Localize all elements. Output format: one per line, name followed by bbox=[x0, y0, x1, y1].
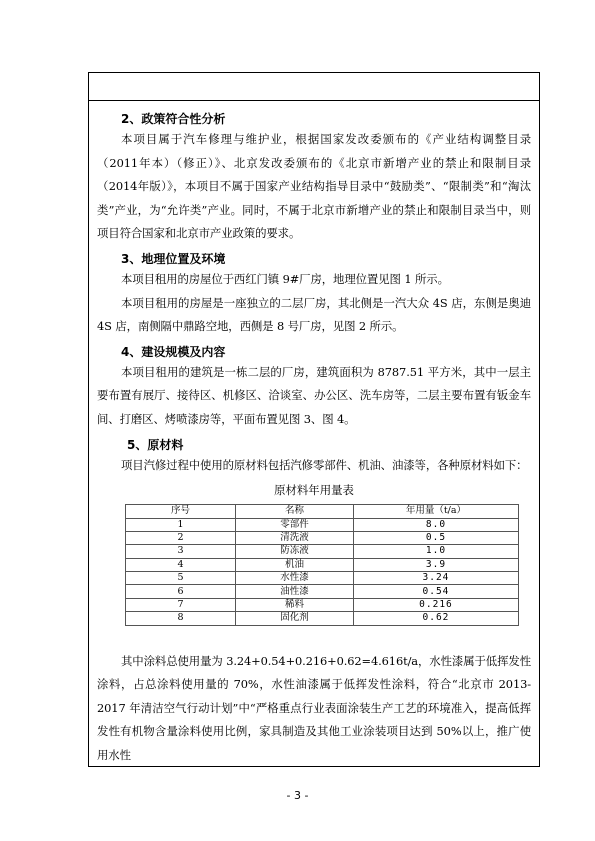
cell-index: 1 bbox=[126, 518, 236, 531]
section-heading-policy: 2、政策符合性分析 bbox=[121, 112, 226, 126]
section-heading-scale: 4、建设规模及内容 bbox=[121, 344, 226, 359]
scale-paragraph: 本项目租用的建筑是一栋二层的厂房，建筑面积为 8787.51 平方米，其中一层主要布置有展厅、接待区、机修区、洽谈室、办公区、洗车房等，二层主要布置有钣金车间、打磨区、烤喷漆房等，平面布置见图 3、图 4。 bbox=[97, 364, 531, 426]
cell-index: 8 bbox=[126, 612, 236, 625]
cell-index: 2 bbox=[126, 531, 236, 544]
cell-name: 油性漆 bbox=[236, 585, 354, 598]
cell-amount: 3.9 bbox=[353, 558, 518, 571]
cell-index: 5 bbox=[126, 572, 236, 585]
cell-amount: 0.54 bbox=[353, 585, 518, 598]
document-content bbox=[89, 100, 539, 767]
cell-amount: 0.62 bbox=[353, 612, 518, 625]
cell-name: 机油 bbox=[236, 558, 354, 571]
materials-table bbox=[125, 504, 519, 626]
cell-name: 水性漆 bbox=[236, 572, 354, 585]
frame-header-row bbox=[89, 73, 539, 101]
coating-paragraph: 其中涂料总使用量为 3.24+0.54+0.216+0.62=4.616t/a，水性漆属于低挥发性涂料，占总涂料使用量的 70%，水性油漆属于低挥发性涂料，符合“北京市 2013-2017 年清洁空气行动计划”中“严格重点行业表面涂装生产工艺的环境准入，提高低挥发性有机物含量涂料使用比例，家具制造及其他工业涂装项目达到 50%以上，推广使用水性 bbox=[97, 653, 531, 763]
page-number: - 3 - bbox=[286, 789, 309, 802]
cell-name: 清洗液 bbox=[236, 531, 354, 544]
table-row bbox=[126, 531, 519, 544]
policy-paragraph: 本项目属于汽车修理与维护业，根据国家发改委颁布的《产业结构调整目录（2011年本）（修正）》、北京发改委颁布的《北京市新增产业的禁止和限制目录（2014年版）》，本项目不属于国家产业结构指导目录中“鼓励类”、“限制类”和“淘汰类”产业，为“允许类”产业。同时，不属于北京市新增产业的禁止和限制目录当中，则项目符合国家和北京市产业政策的要求。 bbox=[97, 132, 531, 241]
section-heading-materials: 5、原材料 bbox=[127, 437, 184, 452]
cell-amount: 0.216 bbox=[353, 598, 518, 611]
column-header-amount: 年用量（t/a） bbox=[353, 505, 518, 518]
location-paragraph-2: 本项目租用的房屋是一座独立的二层厂房，其北侧是一汽大众 4S 店，东侧是奥迪 4S 店，南侧隔中鼎路空地，西侧是 8 号厂房，见图 2 所示。 bbox=[97, 295, 531, 334]
table-row bbox=[126, 545, 519, 558]
cell-amount: 8.0 bbox=[353, 518, 518, 531]
table-header-row bbox=[126, 505, 519, 518]
cell-index: 4 bbox=[126, 558, 236, 571]
table-row bbox=[126, 572, 519, 585]
cell-name: 稀料 bbox=[236, 598, 354, 611]
cell-name: 固化剂 bbox=[236, 612, 354, 625]
table-row bbox=[126, 558, 519, 571]
cell-amount: 3.24 bbox=[353, 572, 518, 585]
table-row bbox=[126, 518, 519, 531]
cell-index: 6 bbox=[126, 585, 236, 598]
column-header-name: 名称 bbox=[236, 505, 354, 518]
column-header-index: 序号 bbox=[126, 505, 236, 518]
table-row bbox=[126, 585, 519, 598]
cell-name: 防冻液 bbox=[236, 545, 354, 558]
section-heading-location: 3、地理位置及环境 bbox=[121, 251, 226, 266]
materials-paragraph: 项目汽修过程中使用的原材料包括汽修零部件、机油、油漆等，各种原材料如下： bbox=[121, 457, 528, 472]
location-paragraph-1: 本项目租用的房屋位于西红门镇 9#厂房，地理位置见图 1 所示。 bbox=[121, 271, 449, 286]
table-caption: 原材料年用量表 bbox=[274, 483, 354, 498]
cell-name: 零部件 bbox=[236, 518, 354, 531]
table-row bbox=[126, 612, 519, 625]
cell-amount: 1.0 bbox=[353, 545, 518, 558]
content-frame bbox=[88, 72, 540, 767]
cell-amount: 0.5 bbox=[353, 531, 518, 544]
cell-index: 3 bbox=[126, 545, 236, 558]
table-row bbox=[126, 598, 519, 611]
cell-index: 7 bbox=[126, 598, 236, 611]
